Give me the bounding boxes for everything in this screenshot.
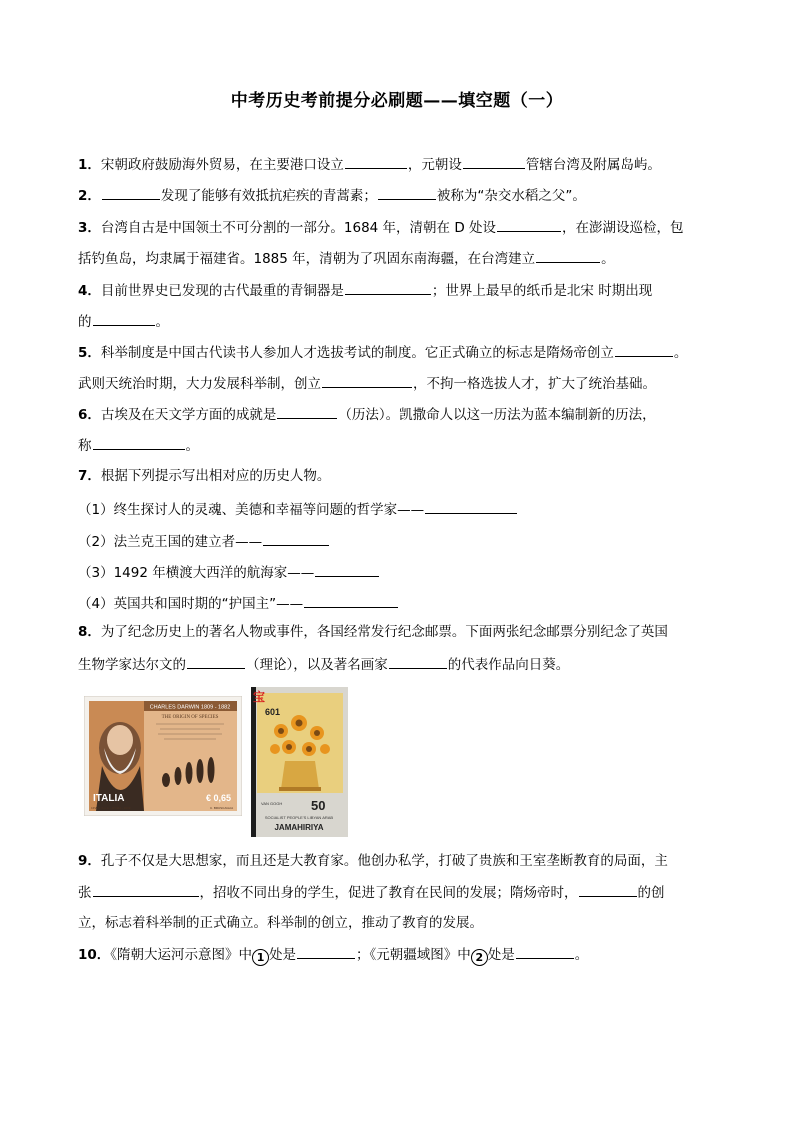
answer-blank[interactable] xyxy=(345,154,407,169)
answer-blank[interactable] xyxy=(315,562,379,577)
answer-blank[interactable] xyxy=(615,342,673,357)
question-7-sub-2 xyxy=(78,531,728,552)
question-10 xyxy=(78,944,728,966)
answer-blank[interactable] xyxy=(579,882,637,897)
question-number: 7． xyxy=(78,468,101,484)
question-9-cont xyxy=(78,882,728,903)
answer-blank[interactable] xyxy=(102,185,160,200)
question-9 xyxy=(78,851,728,871)
stamp-value: 50 xyxy=(311,798,326,813)
question-text: （1）终生探讨人的灵魂、美德和幸福等问题的哲学家—— xyxy=(78,502,425,518)
question-text: （4）英国共和国时期的“护国主”—— xyxy=(78,596,304,612)
question-4-cont xyxy=(78,311,728,332)
question-text: （理论），以及著名画家 xyxy=(246,657,388,673)
page-title: 中考历史考前提分必刷题——填空题（一） xyxy=(230,91,564,111)
question-4 xyxy=(78,280,728,301)
question-number: 10． xyxy=(78,947,111,963)
answer-blank[interactable] xyxy=(93,882,199,897)
question-text: ，招收不同出身的学生，促进了教育在民间的发展；隋炀帝时， xyxy=(199,885,578,901)
stamp-header: CHARLES DARWIN 1809 - 1882 xyxy=(149,704,231,711)
stamp-country: JAMAHIRIYA xyxy=(274,823,324,832)
stamp-line: SOCIALIST PEOPLE'S LIBYAN ARAB xyxy=(264,815,334,820)
question-text: 根据下列提示写出相对应的历史人物。 xyxy=(100,468,331,484)
question-number: 1． xyxy=(78,157,101,173)
question-text: ，不拘一格选拔人才，扩大了统治基础。 xyxy=(413,376,656,392)
question-text: 宋朝政府鼓励海外贸易，在主要港口设立 xyxy=(100,157,344,173)
question-text: 处是 xyxy=(487,947,515,963)
question-text: 张 xyxy=(78,885,92,901)
circled-number-2: 2 xyxy=(471,949,488,966)
question-number: 6． xyxy=(78,407,101,423)
question-number: 5． xyxy=(78,345,101,361)
answer-blank[interactable] xyxy=(536,248,600,263)
stamp-country: ITALIA xyxy=(93,793,125,804)
question-text: 的代表作品向日葵。 xyxy=(447,657,570,673)
question-8-cont xyxy=(78,654,728,675)
question-text: （2）法兰克王国的建立者—— xyxy=(78,534,263,550)
answer-blank[interactable] xyxy=(304,593,398,608)
question-text: 称 xyxy=(78,438,92,454)
answer-blank[interactable] xyxy=(378,185,436,200)
question-text: 目前世界史已发现的古代最重的青铜器是 xyxy=(100,283,344,299)
question-text: 孔子不仅是大思想家，而且还是大教育家。他创办私学，打破了贵族和王室垄断教育的局面，主 xyxy=(100,853,668,869)
question-7-sub-4 xyxy=(78,593,728,614)
question-text: 古埃及在天文学方面的成就是 xyxy=(100,407,277,423)
question-5 xyxy=(78,342,728,363)
answer-blank[interactable] xyxy=(277,404,337,419)
answer-blank[interactable] xyxy=(187,654,245,669)
question-8 xyxy=(78,622,728,642)
question-7-sub-1 xyxy=(78,499,728,520)
answer-blank[interactable] xyxy=(463,154,525,169)
question-text: 括钓鱼岛，均隶属于福建省。1885 年，清朝为了巩固东南海疆，在台湾建立 xyxy=(78,251,536,267)
answer-blank[interactable] xyxy=(93,435,185,450)
answer-blank[interactable] xyxy=(345,280,431,295)
answer-blank[interactable] xyxy=(93,311,155,326)
question-number: 3． xyxy=(78,220,101,236)
question-text: 。 xyxy=(601,251,615,267)
question-1 xyxy=(78,154,728,175)
question-number: 8． xyxy=(78,624,101,640)
question-5-cont xyxy=(78,373,728,394)
sunflowers-stamp-image xyxy=(251,687,348,837)
darwin-stamp-image xyxy=(84,696,242,816)
question-number: 4． xyxy=(78,283,101,299)
question-text: 立，标志着科举制的正式确立。科举制的创立，推动了教育的发展。 xyxy=(78,915,483,931)
question-text: （3）1492 年横渡大西洋的航海家—— xyxy=(78,565,315,581)
answer-blank[interactable] xyxy=(322,373,412,388)
question-text: ，在澎湖设巡检，包 xyxy=(562,220,684,236)
stamp-painter: VAN GOGH xyxy=(261,801,283,806)
answer-blank[interactable] xyxy=(516,944,574,959)
question-6 xyxy=(78,404,728,425)
question-text: ；世界上最早的纸币是北宋 时期出现 xyxy=(431,283,653,299)
question-text: 。 xyxy=(673,345,688,361)
question-text: 。 xyxy=(185,438,199,454)
question-text: ；《元朝疆域图》中 xyxy=(356,947,471,963)
question-6-cont xyxy=(78,435,728,456)
answer-blank[interactable] xyxy=(263,531,329,546)
stamp-footer-left: I.P.Z.S. S.p.A. - ROMA - 2009 xyxy=(91,806,131,810)
question-text: 《隋朝大运河示意图》中 xyxy=(110,947,253,963)
question-2 xyxy=(78,185,728,206)
question-number: 9． xyxy=(78,853,101,869)
answer-blank[interactable] xyxy=(389,654,447,669)
question-number: 2． xyxy=(78,188,101,204)
question-text: 科举制度是中国古代读书人参加人才选拔考试的制度。它正式确立的标志是隋炀帝创立 xyxy=(100,345,614,361)
question-text: 为了纪念历史上的著名人物或事件，各国经常发行纪念邮票。下面两张纪念邮票分别纪念了英国 xyxy=(100,624,668,640)
question-text: 被称为“杂交水稻之父”。 xyxy=(436,188,586,204)
question-9-cont-2 xyxy=(78,913,728,933)
question-text: 管辖台湾及附属岛屿。 xyxy=(525,157,661,173)
question-7 xyxy=(78,466,728,486)
circled-number-1: 1 xyxy=(252,949,269,966)
question-text: （历法）。凯撒命人以这一历法为蓝本编制新的历法， xyxy=(338,407,656,423)
question-text: 的创 xyxy=(637,885,665,901)
answer-blank[interactable] xyxy=(497,217,561,232)
stamp-code: 601 xyxy=(265,707,281,717)
stamp-footer-right: C. BRUSCAGLIA xyxy=(210,806,234,810)
question-text: 台湾自古是中国领土不可分割的一部分。1684 年，清朝在 D 处设 xyxy=(100,220,497,236)
question-3 xyxy=(78,217,728,238)
question-3-cont xyxy=(78,248,728,269)
answer-blank[interactable] xyxy=(425,499,517,514)
question-7-sub-3 xyxy=(78,562,728,583)
question-text: 处是 xyxy=(269,947,297,963)
question-text: ，元朝设 xyxy=(407,157,462,173)
question-text: 武则天统治时期，大力发展科举制，创立 xyxy=(78,376,321,392)
question-text: 发现了能够有效抵抗疟疾的青蒿素； xyxy=(160,188,377,204)
stamp-subtitle: THE ORIGIN OF SPECIES xyxy=(161,715,219,720)
question-text: 生物学家达尔文的 xyxy=(78,657,186,673)
stamp-value: € 0,65 xyxy=(206,793,232,803)
question-text: 的 xyxy=(78,314,92,330)
question-text: 。 xyxy=(155,314,169,330)
stamp-corner-mark: 宝 xyxy=(253,690,266,704)
question-text: 。 xyxy=(574,947,589,963)
answer-blank[interactable] xyxy=(297,944,355,959)
